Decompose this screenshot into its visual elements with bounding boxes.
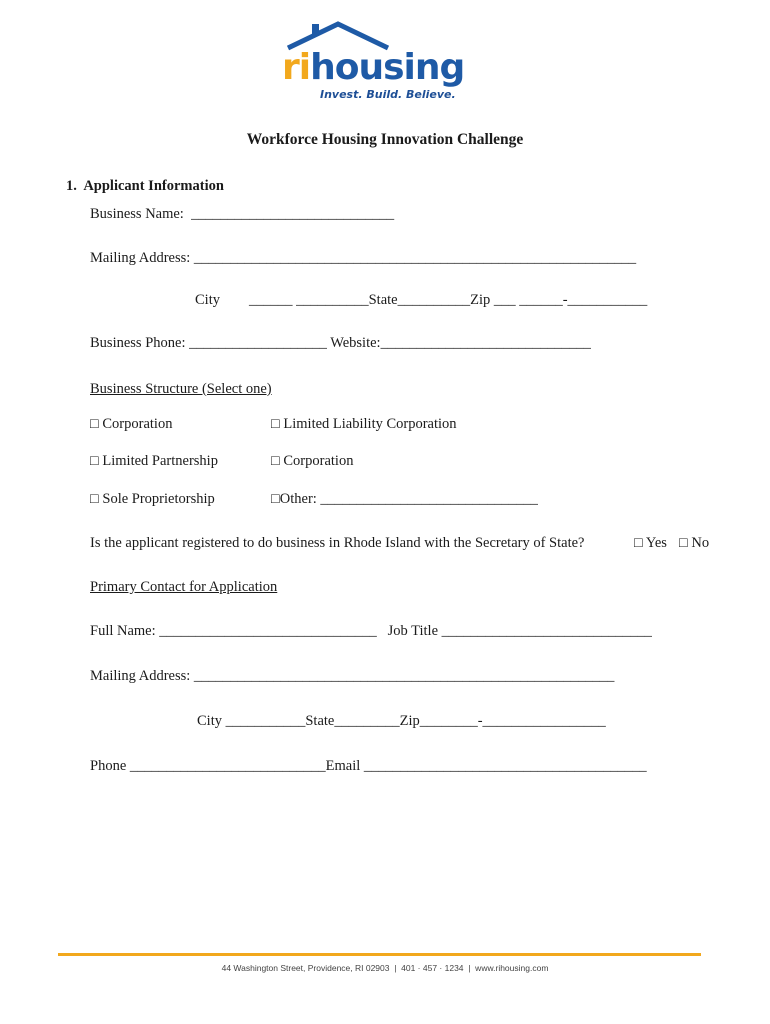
- form-title: Workforce Housing Innovation Challenge: [246, 131, 524, 148]
- logo-wordmark: rihousing: [282, 47, 465, 88]
- checkbox-corporation-2[interactable]: □ Corporation: [271, 453, 354, 469]
- mailing-address-field[interactable]: Mailing Address: _____________________________________________________________: [90, 250, 637, 266]
- logo-tagline: Invest. Build. Believe.: [320, 88, 456, 101]
- full-name-job-title-field[interactable]: Full Name: ______________________________ Job Title _____________________________: [90, 623, 652, 639]
- checkbox-other[interactable]: □Other: ______________________________: [271, 491, 538, 507]
- rihousing-logo: [282, 18, 468, 104]
- business-structure-heading: Business Structure (Select one): [90, 381, 272, 397]
- checkbox-llc[interactable]: □ Limited Liability Corporation: [271, 416, 457, 432]
- business-name-field[interactable]: Business Name: ____________________________: [90, 206, 395, 222]
- section-heading-applicant: 1. Applicant Information: [66, 178, 224, 194]
- contact-city-state-zip-field[interactable]: City ___________State_________Zip________-_________________: [197, 713, 606, 729]
- footer-address: 44 Washington Street, Providence, RI 02903 | 401 · 457 · 1234 | www.rihousing.com: [221, 963, 549, 973]
- phone-email-field[interactable]: Phone ___________________________Email _______________________________________: [90, 758, 647, 774]
- checkbox-corporation[interactable]: □ Corporation: [90, 416, 173, 432]
- phone-website-field[interactable]: Business Phone: ___________________ Website:_____________________________: [90, 335, 591, 351]
- checkbox-no[interactable]: □ No: [679, 535, 710, 551]
- footer-divider: [58, 953, 701, 956]
- city-state-zip-field[interactable]: City ______ __________State__________Zip ___ ______-___________: [195, 292, 648, 308]
- checkbox-limited-partnership[interactable]: □ Limited Partnership: [90, 453, 218, 469]
- checkbox-sole-proprietorship[interactable]: □ Sole Proprietorship: [90, 491, 215, 507]
- registered-question: Is the applicant registered to do business in Rhode Island with the Secretary of State?: [90, 535, 585, 551]
- checkbox-yes[interactable]: □ Yes: [634, 535, 667, 551]
- primary-contact-heading: Primary Contact for Application: [90, 579, 278, 595]
- contact-mailing-address-field[interactable]: Mailing Address: __________________________________________________________: [90, 668, 615, 684]
